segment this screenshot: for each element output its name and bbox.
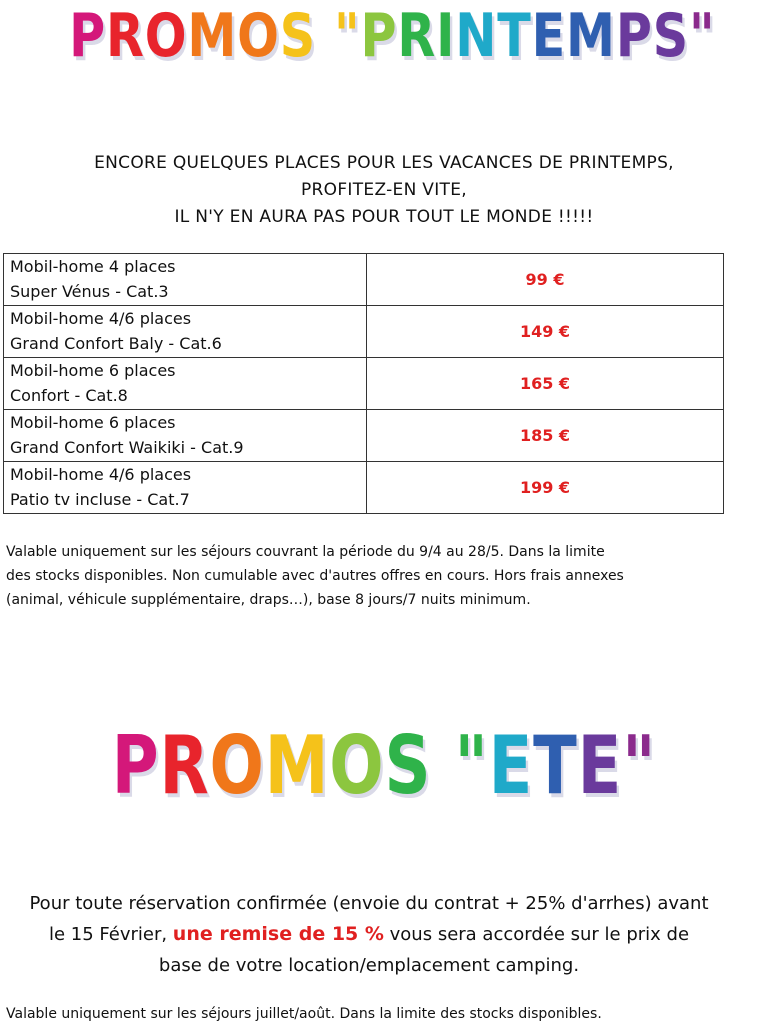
title-letter: I	[436, 1, 456, 71]
intro-line-3: IL N'Y EN AURA PAS POUR TOUT LE MONDE !!!!!	[174, 207, 594, 227]
intro-line-1: ENCORE QUELQUES PLACES POUR LES VACANCES DE PRINTEMPS,	[94, 153, 674, 173]
title-letter: P	[111, 719, 160, 812]
title-letter: R	[397, 1, 437, 71]
title-letter: S	[279, 1, 317, 71]
title-letter: O	[237, 1, 280, 71]
offer-model: Super Vénus - Cat.3	[10, 281, 169, 301]
summer-line-2-end: vous sera accordée sur le prix de	[383, 924, 690, 945]
offer-type: Mobil-home 6 places	[10, 413, 176, 432]
offer-model: Grand Confort Waikiki - Cat.9	[10, 437, 244, 457]
offer-description	[4, 306, 367, 358]
spring-intro	[0, 150, 768, 231]
title-letter: "	[688, 1, 716, 71]
offer-price: 99 €	[367, 254, 724, 306]
spring-promo-title	[69, 1, 716, 71]
spring-conditions-line-2: des stocks disponibles. Non cumulable avec d'autres offres en cours. Hors frais annexes	[6, 568, 624, 584]
offer-price: 165 €	[367, 358, 724, 410]
intro-line-2: PROFITEZ-EN VITE,	[301, 180, 467, 200]
discount-highlight: une remise de 15 %	[172, 923, 384, 945]
offer-type: Mobil-home 6 places	[10, 361, 176, 380]
title-letter: N	[455, 1, 498, 71]
title-letter: "	[622, 719, 657, 812]
offer-model: Grand Confort Baly - Cat.6	[10, 333, 222, 353]
offer-row	[4, 410, 724, 462]
title-letter: "	[454, 719, 489, 812]
title-letter: E	[577, 719, 623, 812]
summer-conditions: Valable uniquement sur les séjours juillet/août. Dans la limite des stocks disponibles.	[6, 1006, 602, 1022]
summer-line-3: base de votre location/emplacement camping.	[158, 955, 580, 976]
spring-conditions-line-1: Valable uniquement sur les séjours couvrant la période du 9/4 au 28/5. Dans la limite	[6, 544, 605, 560]
title-letter: T	[533, 719, 578, 812]
title-letter: M	[566, 1, 616, 71]
spring-conditions-line-3: (animal, véhicule supplémentaire, draps…), base 8 jours/7 nuits minimum.	[6, 592, 531, 608]
spring-offers-table	[3, 253, 724, 514]
offer-model: Patio tv incluse - Cat.7	[10, 489, 190, 509]
title-letter: O	[144, 1, 188, 71]
title-letter: P	[615, 1, 653, 71]
summer-line-1: Pour toute réservation confirmée (envoie du contrat + 25% d'arrhes) avant	[29, 893, 709, 914]
offer-description	[4, 410, 367, 462]
title-letter: P	[69, 1, 107, 71]
offer-model: Confort - Cat.8	[10, 385, 128, 405]
offer-description	[4, 358, 367, 410]
title-letter: T	[497, 1, 532, 71]
offer-type: Mobil-home 4 places	[10, 257, 176, 276]
title-letter: S	[652, 1, 689, 71]
title-letter	[431, 726, 454, 806]
offer-row	[4, 358, 724, 410]
summer-line-2-start: le 15 Février,	[48, 924, 173, 945]
summer-promo-title	[77, 719, 691, 812]
title-letter: M	[264, 719, 330, 812]
offer-price: 149 €	[367, 306, 724, 358]
offer-description	[4, 462, 367, 514]
title-letter: S	[384, 719, 432, 812]
offer-row	[4, 462, 724, 514]
title-letter: "	[334, 1, 361, 71]
title-letter: E	[531, 1, 567, 71]
title-letter: M	[187, 1, 238, 71]
title-letter: O	[209, 719, 265, 812]
title-letter: R	[106, 1, 145, 71]
offer-price: 185 €	[367, 410, 724, 462]
offer-description	[4, 254, 367, 306]
summer-line-2	[0, 919, 738, 950]
title-letter: E	[488, 719, 534, 812]
offer-row	[4, 306, 724, 358]
title-letter: P	[360, 1, 398, 71]
offer-type: Mobil-home 4/6 places	[10, 465, 192, 484]
spring-conditions	[6, 540, 756, 612]
offer-type: Mobil-home 4/6 places	[10, 309, 192, 328]
title-letter: O	[329, 719, 385, 812]
title-letter: R	[159, 719, 210, 812]
offer-price: 199 €	[367, 462, 724, 514]
title-letter	[316, 6, 334, 66]
offer-row	[4, 254, 724, 306]
summer-offer	[0, 888, 738, 981]
